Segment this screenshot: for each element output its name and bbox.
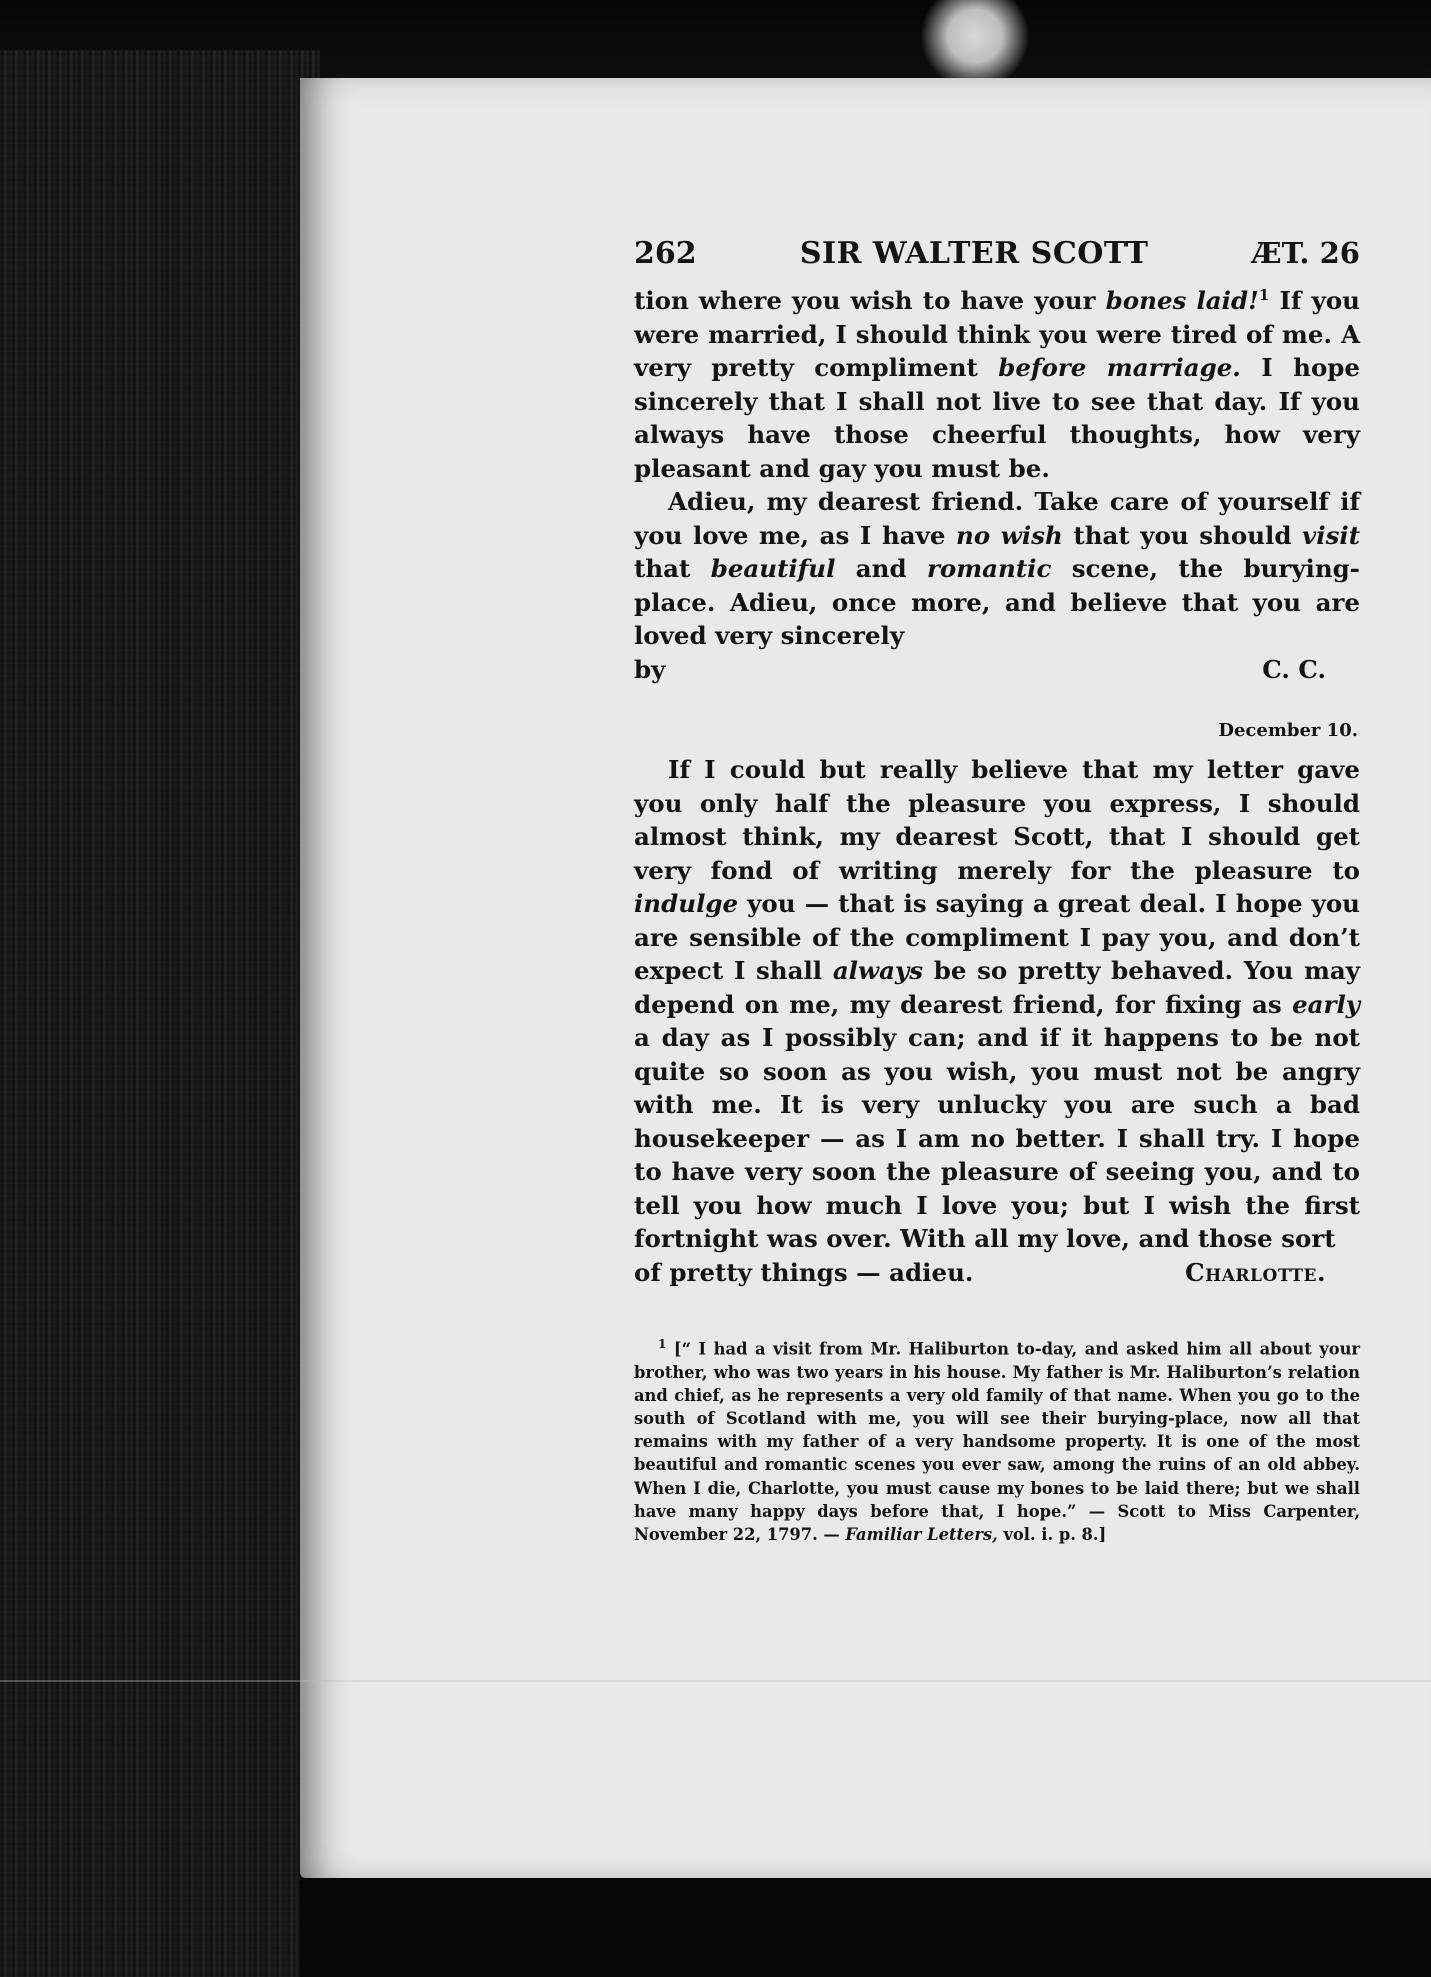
closing-text: of pretty things — adieu. [634,1257,974,1287]
running-title: SIR WALTER SCOTT [799,236,1149,271]
footnote-italic: Familiar Letters, [845,1525,998,1545]
italic-run: indulge [634,889,739,918]
running-head [634,236,1360,284]
letter-one-signature-line [634,653,1360,687]
letter-two [634,753,1360,1289]
text-run: tion where you wish to have your [634,286,1106,315]
age-mark: ÆT. 26 [1251,236,1360,270]
italic-run: before marriage. [998,353,1241,382]
scan-artifact-line [0,1680,1431,1682]
text-run: and [835,554,927,583]
by-word: by [634,654,666,684]
italic-run: early [1292,989,1360,1019]
paper-damage-spot [920,0,1030,90]
scan-bottom-margin [300,1878,1431,1977]
footnote-marker: 1 [658,1337,667,1351]
text-run: Adieu, my dearest friend. Take care of yourself if you love me, as I have [634,487,1360,550]
footnote-text: [“ I had a visit from Mr. Haliburton to-day, and asked him all about your brother, who was two years in his house. My father is Mr. Haliburton’s relation and chief, as he represents a very old family of that name. When you go to the south of Scotland with me, you will see their burying-place, now all that remains with my father of a very handsome property. It is one of the most beautiful and romantic scenes you ever saw, among the ruins of an old abbey. When I die, Charlotte, you must cause my bones to be laid there; but we shall have many happy days before that, I hope.” — Scott to Miss Carpenter, November 22, 1797. — [634,1339,1360,1545]
italic-run: bones laid! [1105,286,1259,315]
letter-one-paragraph-1 [634,284,1360,485]
text-run: that you should [1062,520,1303,550]
page-number: 262 [634,236,697,271]
signature-name: Charlotte. [1185,1257,1326,1287]
letter-one-paragraph-2 [634,485,1360,653]
text-run: you — that is saying a great deal. I hope you are sensible of the compliment I pay you, and don’t expect I shall [634,889,1360,985]
text-run: scene, the burying-place. Adieu, once more, and believe that you are loved very sincerely [634,554,1360,650]
signature-initials: C. C. [1262,654,1326,684]
footnote-reference: 1 [1258,285,1270,304]
italic-run: romantic [926,554,1052,583]
italic-run: beautiful [710,554,836,583]
footnote [634,1333,1360,1546]
letter-two-paragraph [634,753,1360,1256]
text-run: I hope sincerely that I shall not live to see that day. If you always have those cheerful thoughts, how very pleasant and gay you must be. [634,353,1361,483]
text-run: If you were married, I should think you were tired of me. A very pretty compliment [634,286,1360,382]
text-block [634,236,1360,1546]
footnote-text-end: vol. i. p. 8.] [997,1525,1107,1545]
italic-run: no wish [956,520,1063,550]
letter-one [634,284,1360,686]
book-fore-edge [0,50,320,1977]
text-run: be so pretty behaved. You may depend on me, my dearest friend, for fixing as [634,956,1360,1019]
italic-run: always [832,956,923,985]
text-run: a day as I possibly can; and if it happens to be not quite so soon as you wish, you must not be angry with me. It is very unlucky you are such a bad housekeeper — as I am no better. I shall try. I hope to have very soon the pleasure of seeing you, and to tell you how much I love you; but I wish the first fortnight was over. With all my love, and those sort [634,1023,1360,1253]
letter-two-closing-line [634,1256,1360,1290]
text-run: that [634,554,711,583]
italic-run: visit [1302,520,1361,550]
text-run: If I could but really believe that my letter gave you only half the pleasure you express, I should almost think, my dearest Scott, that I should get very fond of writing merely for the pleasure to [634,755,1360,885]
letter-date: December 10. [1218,720,1358,741]
